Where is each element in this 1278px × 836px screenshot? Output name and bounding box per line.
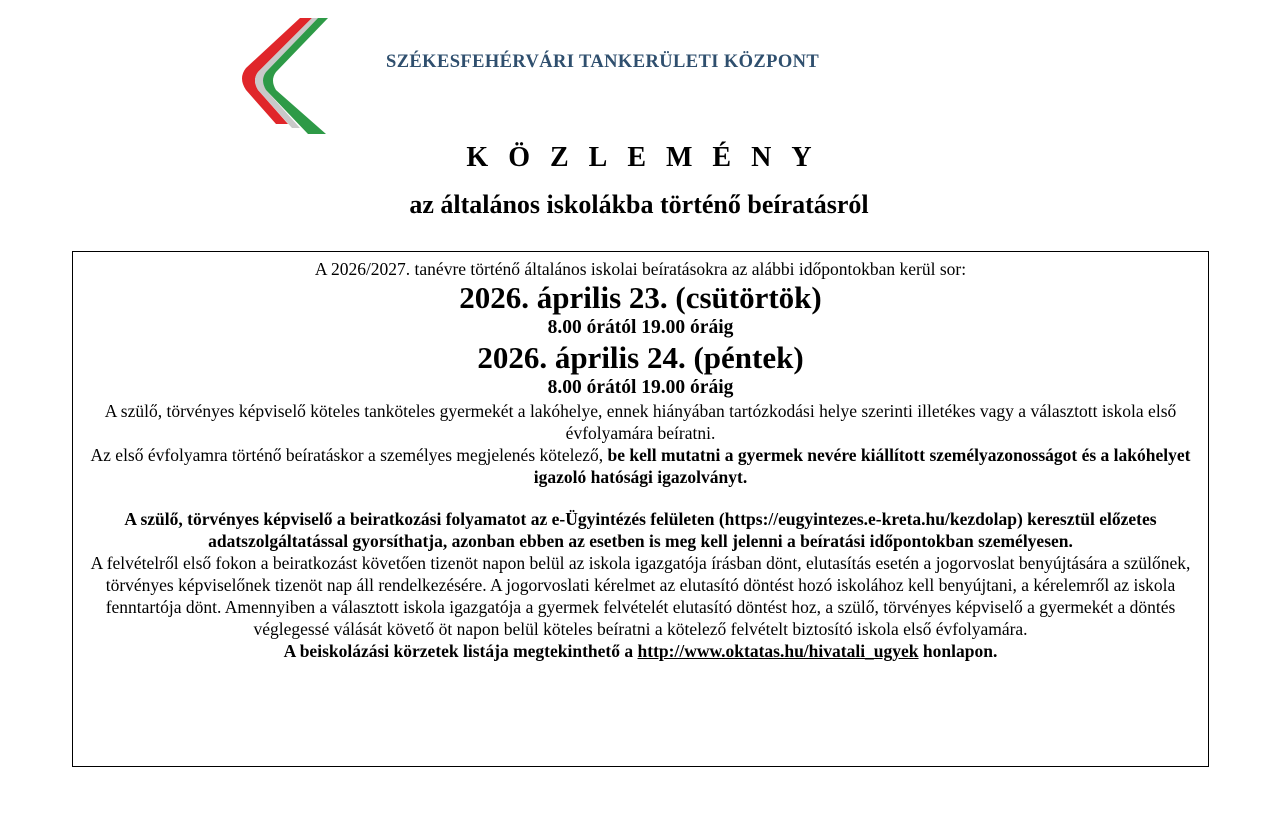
enrollment-time-1: 8.00 órától 19.00 óráig xyxy=(547,317,734,338)
spacer xyxy=(83,488,1198,508)
parent-obligation-paragraph: A szülő, törvényes képviselő köteles tanköteles gyermekét a lakóhelye, ennek hiányában tartózkodási helye szerinti illetékes vagy a választott iskola első évfolyamára beíratni. xyxy=(104,401,1177,443)
district-list-text: A beiskolázási körzetek listája megtekinthető a xyxy=(283,641,638,661)
enrollment-date-1: 2026. április 23. (csütörtök) xyxy=(459,280,822,315)
tankerulet-logo-icon xyxy=(228,14,328,138)
oktatas-link[interactable]: http://www.oktatas.hu/hivatali_ugyek xyxy=(637,641,919,661)
e-administration-paragraph: A szülő, törvényes képviselő a beiratkozási folyamatot az e-Ügyintézés felületen (https://eugyintezes.e-kreta.hu/kezdolap) keresztül előzetes adatszolgáltatással gyorsíthatja, azonban ebben az esetben is meg kell jelenni a beíratási időpontokban személyesen. xyxy=(124,509,1157,551)
page-title: KÖZLEMÉNY xyxy=(466,142,832,173)
notice-box xyxy=(72,251,1209,767)
personal-attendance-text: Az első évfolyamra történő beíratáskor a személyes megjelenés kötelező, xyxy=(90,445,608,465)
organization-name: SZÉKESFEHÉRVÁRI TANKERÜLETI KÖZPONT xyxy=(386,52,820,72)
enrollment-date-2: 2026. április 24. (péntek) xyxy=(477,340,804,375)
district-list-suffix: honlapon. xyxy=(918,641,998,661)
district-list-paragraph xyxy=(83,640,1198,662)
notice-intro: A 2026/2027. tanévre történő általános iskolai beíratásokra az alábbi időpontokban kerül sor: xyxy=(314,259,967,279)
admission-decision-paragraph: A felvételről első fokon a beiratkozást követően tizenöt napon belül az iskola igazgatója írásban dönt, elutasítás esetén a jogorvoslat benyújtására a szülőnek, törvényes képviselőnek tizenöt nap áll rendelkezésére. A jogorvoslati kérelmet az elutasító döntést hozó iskolához kell benyújtani, a kérelemről az iskola fenntartója dönt. Amennyiben a választott iskola igazgatója a gyermek felvételét elutasító döntést hoz, a szülő, törvényes képviselő a gyermekét a döntés véglegessé válását követő öt napon belül köteles beíratni a kötelező felvételt biztosító iskola első évfolyamára. xyxy=(90,553,1191,639)
personal-attendance-paragraph xyxy=(83,444,1198,488)
page-subtitle: az általános iskolákba történő beíratásról xyxy=(409,190,869,219)
enrollment-time-2: 8.00 órától 19.00 óráig xyxy=(547,377,734,398)
required-documents-text: be kell mutatni a gyermek nevére kiállított személyazonosságot és a lakóhelyet igazoló hatósági igazolványt. xyxy=(533,445,1191,487)
